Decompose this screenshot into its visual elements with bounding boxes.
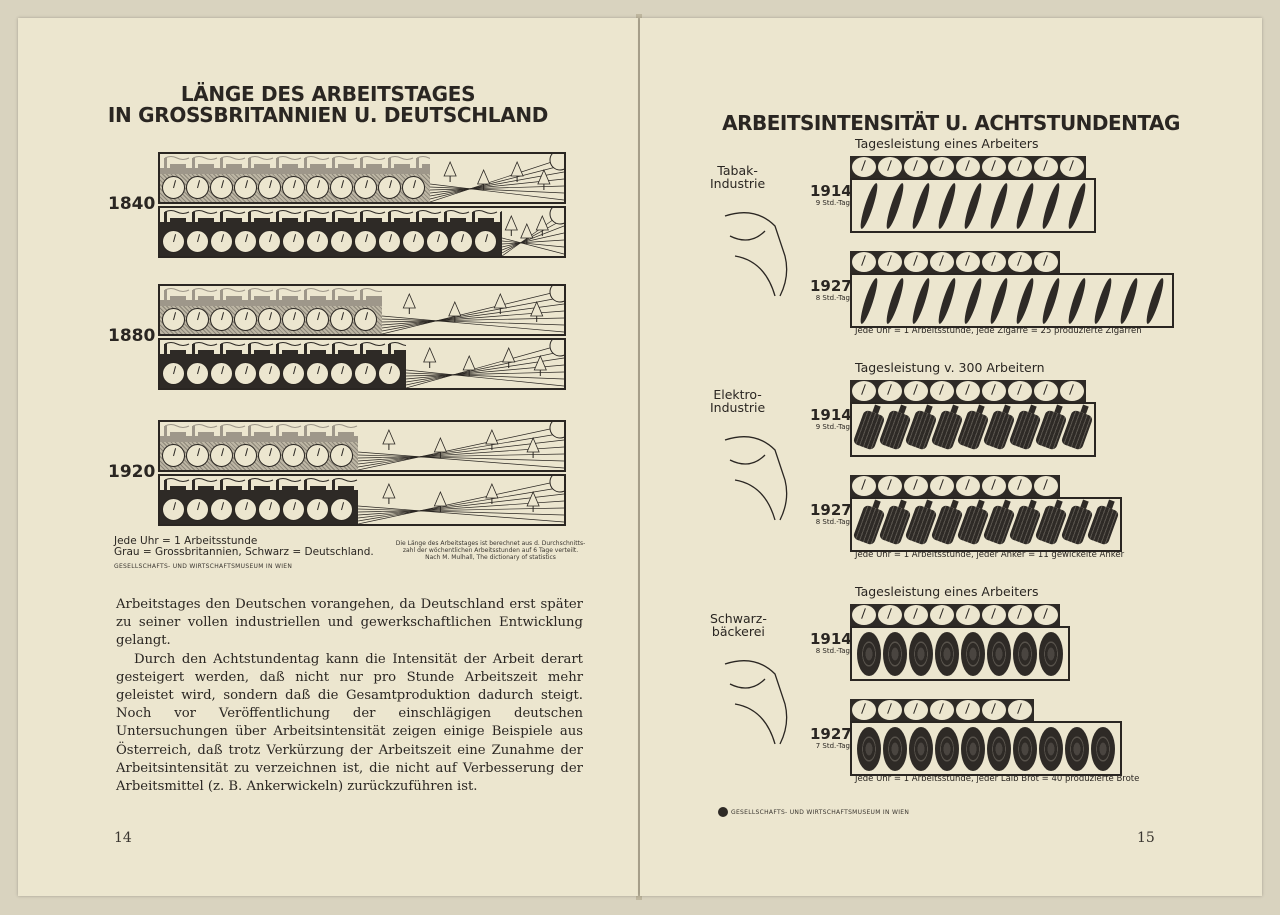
clock-icon	[956, 157, 980, 177]
clock-icon	[982, 700, 1006, 720]
loaf-icon	[1012, 629, 1038, 679]
paragraph: Arbeitstages den Deutschen vorangehen, da Deutschland erst später zu seiner vollen industriellen und gewerkschaftlichen Entwicklung gelangt.	[116, 597, 583, 649]
hours-strip	[850, 475, 1060, 497]
leisure-area	[358, 422, 564, 470]
hours-fill	[160, 154, 430, 202]
row-year-label	[810, 408, 850, 431]
cigar-icon	[986, 276, 1012, 326]
output-bar	[850, 721, 1122, 776]
clock-icon	[878, 476, 902, 496]
clock-icon	[210, 176, 233, 199]
cigar-icon	[1064, 276, 1090, 326]
clock-icon	[1008, 252, 1032, 272]
year-group-1840	[108, 152, 578, 262]
gb-bar-1920	[158, 420, 566, 472]
loaf-icon	[908, 629, 934, 679]
cigar-icon	[986, 181, 1012, 231]
gb-bar-1840	[158, 152, 566, 204]
clock-icon	[210, 308, 233, 331]
clock-icon	[982, 605, 1006, 625]
sun-landscape-icon	[358, 476, 564, 524]
cigar-icon	[908, 181, 934, 231]
loaf-icon	[1012, 724, 1038, 774]
leisure-area	[358, 476, 564, 524]
clock-icon	[904, 605, 928, 625]
hours-strip	[850, 604, 1060, 626]
clock-icon	[1060, 381, 1084, 401]
year: 1914	[810, 406, 852, 424]
year: 1927	[810, 501, 852, 519]
clock-icon	[282, 176, 305, 199]
loaf-icon	[960, 724, 986, 774]
clock-icon	[282, 444, 305, 467]
cigar-icon	[1116, 276, 1142, 326]
clock-icon	[956, 700, 980, 720]
clock-icon	[1008, 157, 1032, 177]
row-year-label	[810, 503, 850, 526]
body-text	[116, 596, 583, 796]
hours-fill	[160, 208, 502, 256]
loaf-icon	[856, 724, 882, 774]
clock-icon	[354, 176, 377, 199]
clock-icon	[930, 252, 954, 272]
cigar-icon	[1012, 181, 1038, 231]
clock-icon	[930, 476, 954, 496]
industry-label	[710, 612, 767, 638]
clock-icon	[186, 308, 209, 331]
clock-icon	[878, 605, 902, 625]
anker-icon	[960, 500, 986, 550]
industry-label-line: Schwarz-	[710, 611, 767, 626]
de-bar-1880	[158, 338, 566, 390]
clock-icon	[354, 308, 377, 331]
worker-illustration-icon	[715, 644, 805, 764]
museum-credit: GESELLSCHAFTS- UND WIRTSCHAFTSMUSEUM IN WIEN	[114, 563, 293, 570]
clock-icon	[378, 362, 401, 385]
clock-icon	[852, 700, 876, 720]
gb-bar-1880	[158, 284, 566, 336]
cigar-icon	[960, 276, 986, 326]
clock-icon	[930, 700, 954, 720]
output-bar	[850, 273, 1174, 328]
clock-icon	[474, 230, 497, 253]
loaf-icon	[986, 724, 1012, 774]
worker-illustration-icon	[715, 196, 805, 316]
factory-skyline-icon	[160, 208, 502, 228]
clock-icon	[1034, 157, 1058, 177]
cigar-icon	[1064, 181, 1090, 231]
factory-skyline-icon	[160, 340, 406, 360]
clock-icon	[354, 362, 377, 385]
page-number: 14	[114, 830, 132, 846]
year: 1914	[810, 630, 852, 648]
de-bar-1840	[158, 206, 566, 258]
loaf-icon	[934, 629, 960, 679]
hours-fill	[160, 476, 358, 524]
year: 1927	[810, 277, 852, 295]
clock-icon	[330, 230, 353, 253]
clock-icon	[186, 498, 209, 521]
anker-icon	[986, 405, 1012, 455]
source-note	[383, 540, 598, 561]
museum-credit	[718, 807, 909, 817]
workday-length: 7 Std.-Tag	[815, 742, 850, 750]
year-label: 1880	[108, 326, 156, 346]
clock-icon	[904, 157, 928, 177]
clock-icon	[930, 157, 954, 177]
clock-icon	[162, 176, 185, 199]
clock-icon	[258, 176, 281, 199]
hours-strip	[850, 699, 1034, 721]
clock-icon	[330, 176, 353, 199]
output-bar	[850, 178, 1096, 233]
clock-icon	[306, 444, 329, 467]
clock-icon	[354, 230, 377, 253]
left-chart-title	[18, 84, 638, 126]
clock-icon	[904, 252, 928, 272]
clock-icon	[852, 381, 876, 401]
section-legend: Jede Uhr = 1 Arbeitsstunde, jeder Anker = 11 gewickelte Anker	[855, 550, 1125, 560]
clock-icon	[1008, 476, 1032, 496]
clock-icon	[852, 252, 876, 272]
museum-credit-text: GESELLSCHAFTS- UND WIRTSCHAFTSMUSEUM IN WIEN	[731, 808, 910, 816]
clock-icon	[982, 252, 1006, 272]
clock-icon	[878, 700, 902, 720]
cigar-icon	[960, 181, 986, 231]
left-page	[18, 18, 638, 896]
clock-icon	[186, 444, 209, 467]
anker-icon	[1064, 500, 1090, 550]
clock-icon	[210, 444, 233, 467]
loaf-icon	[934, 724, 960, 774]
title-line-1: LÄNGE DES ARBEITSTAGES	[180, 82, 476, 106]
leisure-area	[406, 340, 564, 388]
clock-icon	[162, 308, 185, 331]
cigar-icon	[882, 181, 908, 231]
clock-icon	[982, 157, 1006, 177]
clock-icon	[234, 176, 257, 199]
loaf-icon	[856, 629, 882, 679]
cigar-icon	[856, 276, 882, 326]
museum-logo-icon	[718, 807, 728, 817]
section-subtitle: Tagesleistung eines Arbeiters	[855, 136, 1039, 151]
workday-legend	[114, 536, 374, 558]
anker-icon	[986, 500, 1012, 550]
clock-icon	[282, 230, 305, 253]
clock-icon	[956, 381, 980, 401]
cigar-icon	[1012, 276, 1038, 326]
clock-icon	[186, 176, 209, 199]
hours-fill	[160, 340, 406, 388]
row-year-label	[810, 632, 850, 655]
row-year-label	[810, 727, 850, 750]
factory-skyline-icon	[160, 154, 430, 174]
clock-icon	[402, 230, 425, 253]
anker-icon	[908, 405, 934, 455]
clock-icon	[210, 230, 233, 253]
cigar-icon	[908, 276, 934, 326]
clock-icon	[904, 381, 928, 401]
clock-icon	[234, 444, 257, 467]
clock-icon	[982, 476, 1006, 496]
industry-section	[640, 136, 1262, 346]
clock-icon	[852, 157, 876, 177]
clock-icon	[162, 498, 185, 521]
workday-length: 9 Std.-Tag	[815, 423, 850, 431]
industry-label	[710, 164, 765, 190]
cigar-icon	[856, 181, 882, 231]
cigar-icon	[1142, 276, 1168, 326]
clock-icon	[852, 605, 876, 625]
clock-icon	[878, 252, 902, 272]
anker-icon	[856, 405, 882, 455]
clock-icon	[852, 476, 876, 496]
section-legend: Jede Uhr = 1 Arbeitsstunde, jeder Laib Brot = 40 produzierte Brote	[855, 774, 1140, 784]
clock-icon	[258, 444, 281, 467]
page-number: 15	[1137, 830, 1155, 846]
loaf-icon	[986, 629, 1012, 679]
industry-label-line: Industrie	[710, 176, 766, 191]
anker-icon	[934, 500, 960, 550]
clock-icon	[330, 498, 353, 521]
section-subtitle: Tagesleistung eines Arbeiters	[855, 584, 1039, 599]
leisure-area	[382, 286, 564, 334]
clock-icon	[258, 308, 281, 331]
clock-icon	[258, 362, 281, 385]
worker-illustration-icon	[715, 420, 805, 540]
right-page	[640, 18, 1262, 896]
workday-length: 9 Std.-Tag	[815, 199, 850, 207]
factory-skyline-icon	[160, 422, 358, 442]
clock-icon	[186, 230, 209, 253]
clock-icon	[306, 498, 329, 521]
loaf-icon	[882, 629, 908, 679]
hours-fill	[160, 422, 358, 470]
clock-icon	[162, 444, 185, 467]
clock-icon	[1008, 700, 1032, 720]
clock-icon	[1008, 605, 1032, 625]
clock-icon	[402, 176, 425, 199]
anker-icon	[882, 405, 908, 455]
clock-icon	[306, 362, 329, 385]
note-source: Nach M. Mulhall, The dictionary of statistics	[425, 554, 556, 561]
clock-icon	[1060, 157, 1084, 177]
hours-strip	[850, 251, 1060, 273]
clock-icon	[956, 605, 980, 625]
loaf-icon	[1090, 724, 1116, 774]
clock-icon	[258, 498, 281, 521]
clock-icon	[878, 381, 902, 401]
clock-icon	[982, 381, 1006, 401]
clock-icon	[930, 381, 954, 401]
section-subtitle: Tagesleistung v. 300 Arbeitern	[855, 360, 1045, 375]
note-line-2: zahl der wöchentlichen Arbeitsstunden auf 6 Tage verteilt.	[402, 547, 579, 554]
clock-icon	[234, 230, 257, 253]
anker-icon	[882, 500, 908, 550]
output-bar	[850, 402, 1096, 457]
clock-icon	[904, 700, 928, 720]
clock-icon	[210, 362, 233, 385]
industry-section	[640, 584, 1262, 794]
row-year-label	[810, 184, 850, 207]
hours-strip	[850, 380, 1086, 402]
clock-icon	[904, 476, 928, 496]
anker-icon	[1090, 500, 1116, 550]
sun-landscape-icon	[406, 340, 564, 388]
industry-label-line: bäckerei	[711, 624, 765, 639]
workday-length: 8 Std.-Tag	[815, 518, 850, 526]
clock-icon	[1034, 252, 1058, 272]
anker-icon	[960, 405, 986, 455]
year: 1914	[810, 182, 852, 200]
industry-section	[640, 360, 1262, 570]
clock-icon	[956, 252, 980, 272]
clock-icon	[1034, 381, 1058, 401]
anker-icon	[856, 500, 882, 550]
factory-skyline-icon	[160, 476, 358, 496]
note-line-1: Die Länge des Arbeitstages ist berechnet aus d. Durchschnitts-	[395, 540, 586, 547]
anker-icon	[1012, 405, 1038, 455]
anker-icon	[1038, 405, 1064, 455]
industry-label-line: Elektro-	[713, 387, 762, 402]
factory-skyline-icon	[160, 286, 382, 306]
section-legend: Jede Uhr = 1 Arbeitsstunde, jede Zigarre = 25 produzierte Zigarren	[855, 326, 1142, 336]
sun-landscape-icon	[358, 422, 564, 470]
cigar-icon	[1038, 276, 1064, 326]
right-chart-title: ARBEITSINTENSITÄT U. ACHTSTUNDENTAG	[722, 111, 1180, 135]
industry-label-line: Tabak-	[717, 163, 758, 178]
clock-icon	[234, 362, 257, 385]
loaf-icon	[1038, 629, 1064, 679]
loaf-icon	[882, 724, 908, 774]
industry-label	[710, 388, 765, 414]
cigar-icon	[882, 276, 908, 326]
workday-length: 8 Std.-Tag	[815, 294, 850, 302]
sun-landscape-icon	[382, 286, 564, 334]
row-year-label	[810, 279, 850, 302]
industry-label-line: Industrie	[710, 400, 766, 415]
anker-icon	[908, 500, 934, 550]
cigar-icon	[934, 276, 960, 326]
de-bar-1920	[158, 474, 566, 526]
anker-icon	[1064, 405, 1090, 455]
clock-icon	[930, 605, 954, 625]
legend-clock-unit: Jede Uhr = 1 Arbeitsstunde	[114, 535, 258, 547]
clock-icon	[378, 176, 401, 199]
cigar-icon	[934, 181, 960, 231]
output-bar	[850, 497, 1122, 552]
clock-icon	[426, 230, 449, 253]
clock-icon	[234, 498, 257, 521]
title-line-2: IN GROSSBRITANNIEN U. DEUTSCHLAND	[107, 103, 549, 127]
clock-icon	[378, 230, 401, 253]
clock-icon	[306, 230, 329, 253]
paragraph: Durch den Achtstundentag kann die Intensität der Arbeit derart gesteigert werden, daß nicht nur pro Stunde Arbeitszeit mehr geleistet wird, sondern daß die Gesamtproduktion dadurch steigt. Noch vor Veröffentlichung der einschlägigen deutschen Untersuchungen über Arbeitsintensität zeigen einige Beispiele aus Österreich, daß trotz Verkürzung der Arbeitszeit eine Zunahme der Arbeitsintensität zu verzeichnen ist, die nicht auf Verbesserung der Arbeitsmittel (z. B. Ankerwickeln) zurückzuführen ist.	[116, 651, 583, 795]
leisure-area	[502, 208, 564, 256]
clock-icon	[282, 362, 305, 385]
leisure-area	[430, 154, 564, 202]
clock-icon	[282, 308, 305, 331]
clock-icon	[234, 308, 257, 331]
year-label: 1840	[108, 194, 156, 214]
sun-landscape-icon	[430, 154, 564, 202]
cigar-icon	[1038, 181, 1064, 231]
clock-icon	[956, 476, 980, 496]
clock-icon	[186, 362, 209, 385]
clock-icon	[1034, 476, 1058, 496]
clock-icon	[162, 362, 185, 385]
clock-icon	[330, 362, 353, 385]
clock-icon	[162, 230, 185, 253]
hours-fill	[160, 286, 382, 334]
clock-icon	[330, 308, 353, 331]
workday-length: 8 Std.-Tag	[815, 647, 850, 655]
clock-icon	[210, 498, 233, 521]
hours-strip	[850, 156, 1086, 178]
loaf-icon	[960, 629, 986, 679]
clock-icon	[258, 230, 281, 253]
year-group-1880	[108, 284, 578, 394]
clock-icon	[878, 157, 902, 177]
clock-icon	[306, 176, 329, 199]
year: 1927	[810, 725, 852, 743]
anker-icon	[1038, 500, 1064, 550]
loaf-icon	[1038, 724, 1064, 774]
year-label: 1920	[108, 462, 156, 482]
clock-icon	[1008, 381, 1032, 401]
clock-icon	[306, 308, 329, 331]
loaf-icon	[1064, 724, 1090, 774]
clock-icon	[282, 498, 305, 521]
clock-icon	[330, 444, 353, 467]
cigar-icon	[1090, 276, 1116, 326]
anker-icon	[934, 405, 960, 455]
sun-landscape-icon	[502, 208, 564, 256]
anker-icon	[1012, 500, 1038, 550]
clock-icon	[450, 230, 473, 253]
legend-colors: Grau = Grossbritannien, Schwarz = Deutschland.	[114, 546, 374, 558]
clock-icon	[1034, 605, 1058, 625]
output-bar	[850, 626, 1070, 681]
loaf-icon	[908, 724, 934, 774]
year-group-1920	[108, 420, 578, 530]
